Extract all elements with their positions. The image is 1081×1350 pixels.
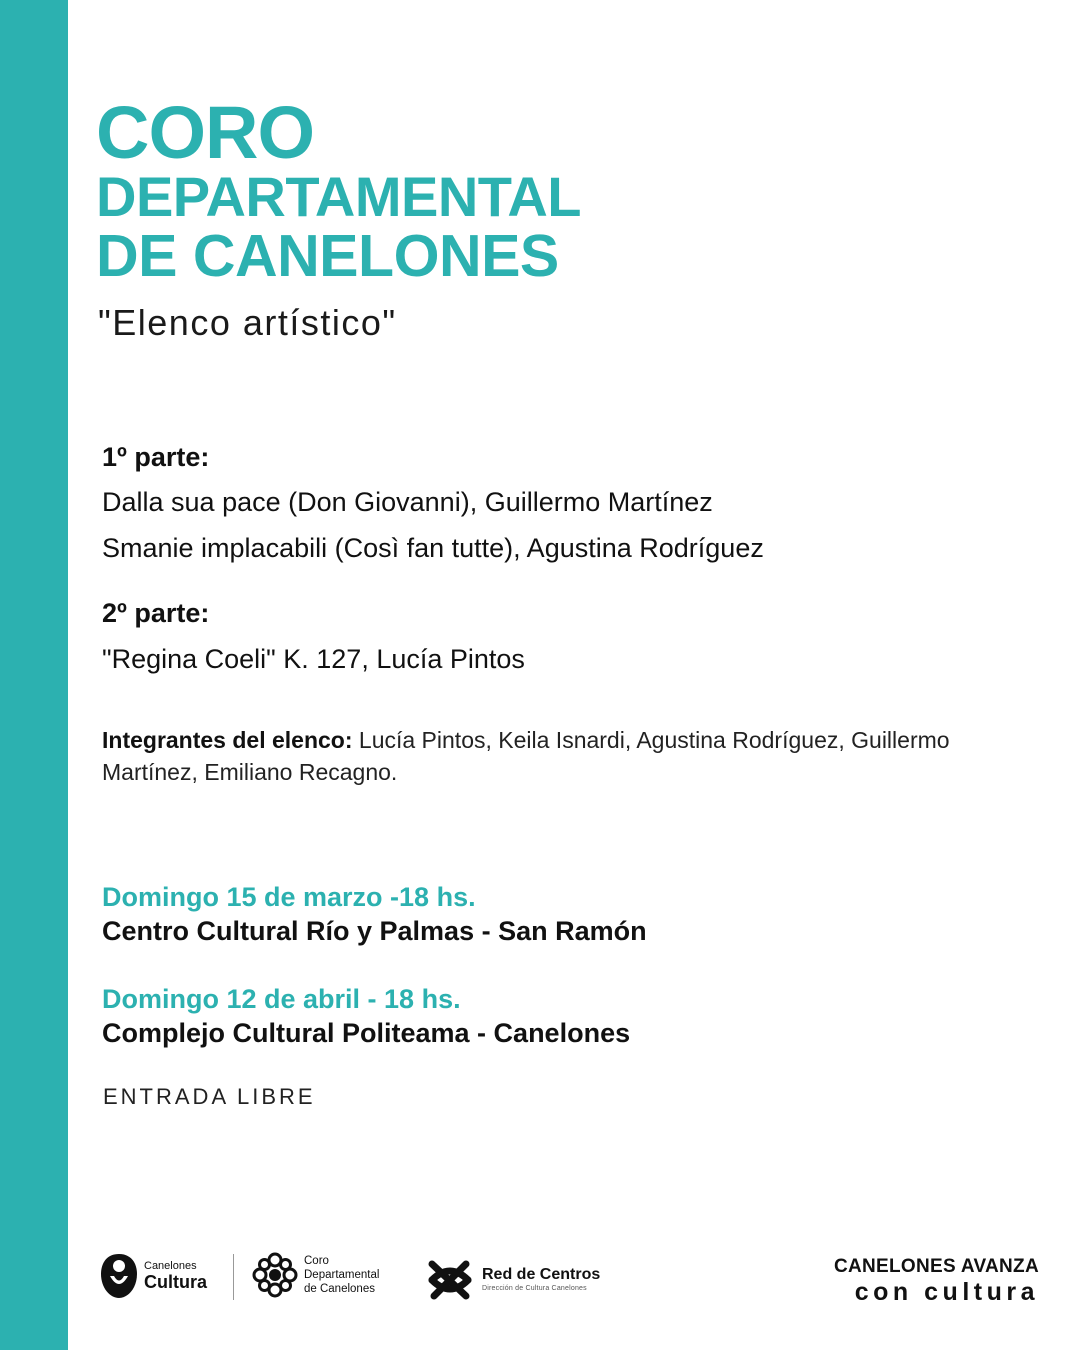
coro-logo-line: Coro [304,1255,329,1267]
red-de-centros-logo [426,1256,626,1306]
canelones-cultura-logo [100,1252,220,1302]
cultura-logo-big-text: Cultura [144,1272,207,1292]
event-date: Domingo 12 de abril - 18 hs. [102,984,461,1014]
subtitle: "Elenco artístico" [98,302,397,343]
red-de-centros-subtitle: Dirección de Cultura Canelones [482,1285,587,1292]
coro-departamental-logo [252,1250,412,1304]
part1-label: 1º parte: [102,442,210,472]
red-de-centros-icon [426,1256,474,1304]
part2-label: 2º parte: [102,598,210,628]
part2-item: "Regina Coeli" K. 127, Lucía Pintos [102,644,525,674]
side-accent-bar [0,0,68,1350]
red-de-centros-title: Red de Centros [482,1266,601,1283]
title-line-coro: CORO [96,91,314,174]
title-line-canelones: DE CANELONES [96,223,559,289]
event-venue: Complejo Cultural Politeama - Canelones [102,1018,631,1048]
canelones-cultura-icon [100,1252,138,1300]
footer-divider [233,1254,234,1300]
cast-members-names: Lucía Pintos, Keila Isnardi, Agustina Rodríguez, Guillermo Martínez, Emiliano Recagno. [102,727,950,785]
event-venue: Centro Cultural Río y Palmas - San Ramón [102,916,647,946]
part1-item: Smanie implacabili (Così fan tutte), Agustina Rodríguez [102,533,764,563]
cast-members [102,724,982,788]
free-admission: ENTRADA LIBRE [103,1084,316,1109]
coro-logo-line: de Canelones [304,1283,375,1295]
event-date: Domingo 15 de marzo -18 hs. [102,882,476,912]
slogan-line2: con cultura [854,1278,1039,1306]
part1-item: Dalla sua pace (Don Giovanni), Guillermo Martínez [102,487,713,517]
slogan [834,1256,1039,1306]
coro-flower-icon [252,1252,298,1298]
title-line-departamental: DEPARTAMENTAL [96,165,582,228]
cast-members-label: Integrantes del elenco: [102,727,353,753]
cultura-logo-small-text: Canelones [144,1260,197,1272]
coro-logo-line: Departamental [304,1269,380,1281]
slogan-line1: CANELONES AVANZA [833,1256,1039,1277]
